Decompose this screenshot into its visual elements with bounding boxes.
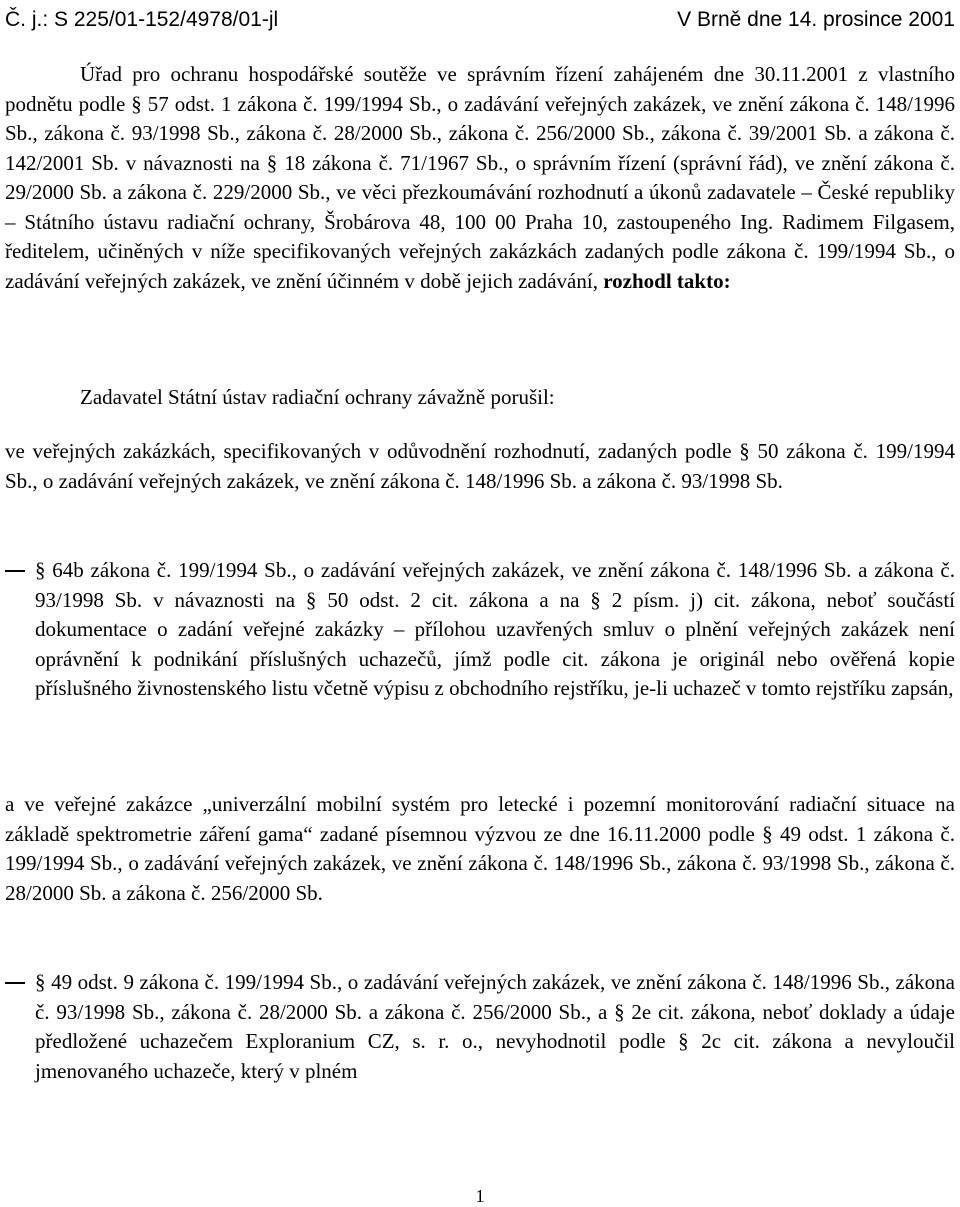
violation-item-2	[5, 968, 955, 1086]
violation-text-2: § 49 odst. 9 zákona č. 199/1994 Sb., o zadávání veřejných zakázek, ve znění zákona č. 148/1996 Sb., zákona č. 93/1998 Sb., zákona č. 28/2000 Sb. a zákona č. 256/2000 Sb., a § 2e cit. zákona, neboť doklady a údaje předložené uchazečem Exploranium CZ, s. r. o., nevyhodnotil podle § 2c cit. zákona a nevyloučil jmenovaného uchazeče, který v plném	[35, 970, 955, 1083]
verdict-text: Zadavatel Státní ústav radiační ochrany závažně porušil:	[80, 385, 555, 409]
scope-text-1: ve veřejných zakázkách, specifikovaných v odůvodnění rozhodnutí, zadaných podle § 50 zákona č. 199/1994 Sb., o zadávání veřejných zakázek, ve znění zákona č. 148/1996 Sb. a zákona č. 93/1998 Sb.	[5, 439, 955, 493]
violation-text-1: § 64b zákona č. 199/1994 Sb., o zadávání veřejných zakázek, ve znění zákona č. 148/1996 Sb. a zákona č. 93/1998 Sb. v návaznosti na § 50 odst. 2 cit. zákona a na § 2 písm. j) cit. zákona, neboť součástí dokumentace o zadání veřejné zakázky – přílohou uzavřených smluv o plnění veřejných zakázek není oprávnění k podnikání příslušných uchazečů, jímž podle cit. zákona je originál nebo ověřená kopie příslušného živnostenského listu včetně výpisu z obchodního rejstříku, je-li uchazeč v tomto rejstříku zapsán,	[35, 558, 955, 700]
reference-number: Č. j.: S 225/01-152/4978/01-jl	[5, 8, 279, 31]
verdict-paragraph	[80, 383, 955, 413]
place-date: V Brně dne 14. prosince 2001	[677, 8, 955, 31]
intro-text: Úřad pro ochranu hospodářské soutěže ve správním řízení zahájeném dne 30.11.2001 z vlastního podnětu podle § 57 odst. 1 zákona č. 199/1994 Sb., o zadávání veřejných zakázek, ve znění zákona č. 148/1996 Sb., zákona č. 93/1998 Sb., zákona č. 28/2000 Sb., zákona č. 256/2000 Sb., zákona č. 39/2001 Sb. a zákona č. 142/2001 Sb. v návaznosti na § 18 zákona č. 71/1967 Sb., o správním řízení (správní řád), ve znění zákona č. 29/2000 Sb. a zákona č. 229/2000 Sb., ve věci přezkoumávání rozhodnutí a úkonů zadavatele – České republiky – Státního ústavu radiační ochrany, Šrobárova 48, 100 00 Praha 10, zastoupeného Ing. Radimem Filgasem, ředitelem, učiněných v níže specifikovaných veřejných zakázkách zadaných podle zákona č. 199/1994 Sb., o zadávání veřejných zakázek, ve znění účinném v době jejich zadávání,	[5, 62, 955, 293]
decision-heading: rozhodl takto:	[603, 268, 731, 293]
violation-item-1	[5, 556, 955, 704]
scope-paragraph-2	[5, 790, 955, 908]
scope-paragraph-1	[5, 437, 955, 496]
scope-text-2: a ve veřejné zakázce „univerzální mobilní systém pro letecké i pozemní monitorování radiační situace na základě spektrometrie záření gama“ zadané písemnou výzvou ze dne 16.11.2000 podle § 49 odst. 1 zákona č. 199/1994 Sb., o zadávání veřejných zakázek, ve znění zákona č. 148/1996 Sb., zákona č. 93/1998 Sb., zákona č. 28/2000 Sb. a zákona č. 256/2000 Sb.	[5, 792, 955, 905]
intro-paragraph	[5, 60, 955, 296]
page-number: 1	[475, 1186, 485, 1206]
